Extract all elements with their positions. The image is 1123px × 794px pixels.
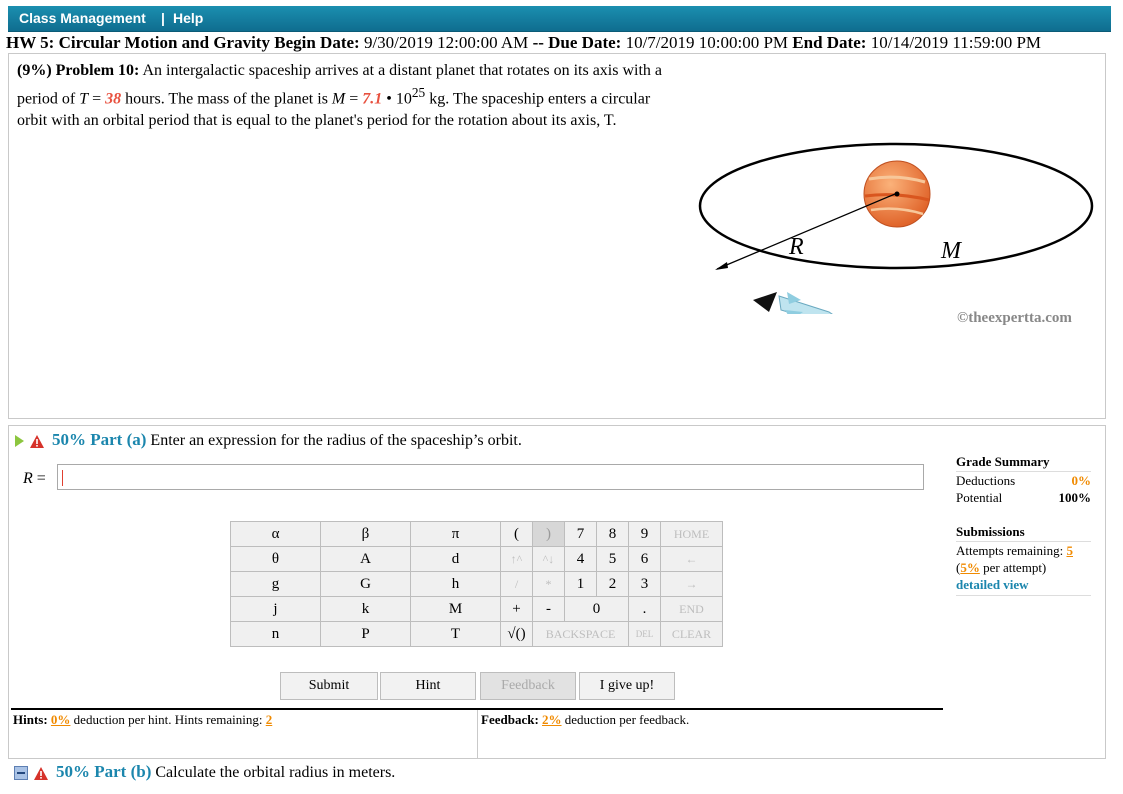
key-end[interactable]: END xyxy=(661,597,723,622)
T-equals: = xyxy=(88,90,106,108)
key-G[interactable]: G xyxy=(321,572,411,597)
end-date-label: End Date: xyxy=(792,33,867,52)
part-a-prompt: Enter an expression for the radius of the spaceship’s orbit. xyxy=(150,432,522,449)
equation-keypad xyxy=(230,521,723,647)
end-date: 10/14/2019 11:59:00 PM xyxy=(870,33,1042,52)
hints-text: deduction per hint. Hints remaining: xyxy=(73,712,263,727)
key-P[interactable]: P xyxy=(321,622,411,647)
key-right-arrow[interactable]: → xyxy=(661,572,723,597)
warning-icon xyxy=(30,435,44,448)
key-clear[interactable]: CLEAR xyxy=(661,622,723,647)
open-paren: ( xyxy=(956,560,961,575)
problem-statement xyxy=(17,60,677,132)
orbit-figure xyxy=(689,134,1109,314)
help-link[interactable]: Help xyxy=(173,10,204,26)
T-symbol: T xyxy=(79,90,89,108)
feedback-button[interactable]: Feedback xyxy=(480,672,576,700)
key-home[interactable]: HOME xyxy=(661,522,723,547)
key-theta[interactable]: θ xyxy=(231,547,321,572)
key-divide[interactable]: / xyxy=(501,572,533,597)
deductions-value: 0% xyxy=(1071,473,1091,488)
hint-feedback-box xyxy=(11,708,943,758)
key-1[interactable]: 1 xyxy=(565,572,597,597)
key-9[interactable]: 9 xyxy=(629,522,661,547)
answer-eq: = xyxy=(32,470,46,487)
problem-weight: (9%) xyxy=(17,62,52,79)
key-superscript[interactable]: ↑^ xyxy=(501,547,533,572)
collapse-icon[interactable] xyxy=(14,766,28,780)
key-minus[interactable]: - xyxy=(533,597,565,622)
date-dash: -- xyxy=(532,33,544,52)
key-3[interactable]: 3 xyxy=(629,572,661,597)
submit-button[interactable]: Submit xyxy=(280,672,378,700)
part-a-percent: 50% Part (a) xyxy=(52,430,147,449)
hints-label: Hints: xyxy=(13,712,48,727)
begin-date: 9/30/2019 12:00:00 AM xyxy=(363,33,529,52)
due-date: 10/7/2019 10:00:00 PM xyxy=(625,33,789,52)
copyright-notice: ©theexpertta.com xyxy=(957,310,1072,326)
key-pi[interactable]: π xyxy=(411,522,501,547)
key-beta[interactable]: β xyxy=(321,522,411,547)
key-d[interactable]: d xyxy=(411,547,501,572)
attempts-label: Attempts remaining: xyxy=(956,543,1064,558)
key-multiply[interactable]: * xyxy=(533,572,565,597)
attempts-value: 5 xyxy=(1066,543,1073,558)
problem-text-2: hours. The mass of the planet is xyxy=(121,90,328,108)
radius-arrowhead xyxy=(715,262,728,270)
key-A[interactable]: A xyxy=(321,547,411,572)
exponent: 25 xyxy=(411,85,426,100)
key-8[interactable]: 8 xyxy=(597,522,629,547)
key-0[interactable]: 0 xyxy=(565,597,629,622)
times-ten: • 10 xyxy=(382,90,412,108)
feedback-pct: 2% xyxy=(542,712,562,727)
key-2[interactable]: 2 xyxy=(597,572,629,597)
key-j[interactable]: j xyxy=(231,597,321,622)
submissions-title: Submissions xyxy=(956,524,1091,542)
key-4[interactable]: 4 xyxy=(565,547,597,572)
key-7[interactable]: 7 xyxy=(565,522,597,547)
part-a-panel xyxy=(8,425,1106,759)
top-nav-bar xyxy=(8,6,1111,32)
M-symbol: M xyxy=(331,90,346,108)
key-T[interactable]: T xyxy=(411,622,501,647)
key-M[interactable]: M xyxy=(411,597,501,622)
part-b-percent: 50% Part (b) xyxy=(56,762,152,781)
attempt-deduction-pct: 5% xyxy=(960,560,980,575)
key-backspace[interactable]: BACKSPACE xyxy=(533,622,629,647)
text-cursor xyxy=(62,470,63,486)
grade-summary xyxy=(956,454,1091,596)
hints-info xyxy=(13,712,272,728)
play-icon[interactable] xyxy=(15,435,24,447)
answer-var: R xyxy=(23,470,33,487)
key-g[interactable]: g xyxy=(231,572,321,597)
key-close-paren[interactable]: ) xyxy=(533,522,565,547)
per-attempt-text: per attempt) xyxy=(983,560,1047,575)
M-equals: = xyxy=(345,90,363,108)
grade-summary-title: Grade Summary xyxy=(956,454,1091,472)
R-label: R xyxy=(789,234,804,260)
key-decimal[interactable]: . xyxy=(629,597,661,622)
hint-divider xyxy=(477,710,478,758)
feedback-text: deduction per feedback. xyxy=(564,712,690,727)
potential-label: Potential xyxy=(956,490,1003,505)
spaceship-icon xyxy=(779,292,841,314)
warning-icon xyxy=(34,767,48,780)
potential-value: 100% xyxy=(1058,490,1091,505)
key-6[interactable]: 6 xyxy=(629,547,661,572)
key-h[interactable]: h xyxy=(411,572,501,597)
problem-panel xyxy=(8,53,1106,419)
assignment-header xyxy=(6,33,1118,53)
nav-separator: | xyxy=(161,10,165,26)
key-n[interactable]: n xyxy=(231,622,321,647)
key-sqrt[interactable]: √() xyxy=(501,622,533,647)
hints-remaining: 2 xyxy=(265,712,273,727)
key-del[interactable]: DEL xyxy=(629,622,661,647)
deductions-label: Deductions xyxy=(956,473,1016,488)
give-up-button[interactable]: I give up! xyxy=(579,672,675,700)
begin-date-label: Begin Date: xyxy=(274,33,360,52)
feedback-label: Feedback: xyxy=(481,712,539,727)
assignment-title: HW 5: Circular Motion and Gravity xyxy=(6,33,270,52)
radius-line xyxy=(717,194,895,269)
class-management-link[interactable]: Class Management xyxy=(19,10,146,26)
due-date-label: Due Date: xyxy=(548,33,622,52)
part-a-header xyxy=(15,430,522,450)
hints-pct: 0% xyxy=(50,712,71,727)
detailed-view-link[interactable]: detailed view xyxy=(956,577,1029,592)
key-plus[interactable]: + xyxy=(501,597,533,622)
M-label: M xyxy=(941,238,961,264)
part-b-prompt: Calculate the orbital radius in meters. xyxy=(155,764,396,781)
problem-text-1: An intergalactic spaceship arrives at a distant planet that rotates on its axis with a period of xyxy=(17,62,663,108)
problem-number: Problem 10: xyxy=(55,62,140,79)
hint-button[interactable]: Hint xyxy=(380,672,476,700)
T-value: 38 xyxy=(105,90,122,108)
problem-text-3: kg. The spaceship enters a circular orbit with an orbital period that is equal to the planet's period for the rotation about its axis, T. xyxy=(17,90,651,130)
part-b-header[interactable] xyxy=(14,762,395,782)
key-open-paren[interactable]: ( xyxy=(501,522,533,547)
key-subscript[interactable]: ^↓ xyxy=(533,547,565,572)
key-left-arrow[interactable]: ← xyxy=(661,547,723,572)
answer-input[interactable] xyxy=(57,464,924,490)
key-5[interactable]: 5 xyxy=(597,547,629,572)
feedback-info xyxy=(481,712,689,728)
key-k[interactable]: k xyxy=(321,597,411,622)
M-value: 7.1 xyxy=(362,90,383,108)
key-alpha[interactable]: α xyxy=(231,522,321,547)
answer-label xyxy=(23,470,46,488)
orbit-direction-arrow xyxy=(753,292,777,312)
